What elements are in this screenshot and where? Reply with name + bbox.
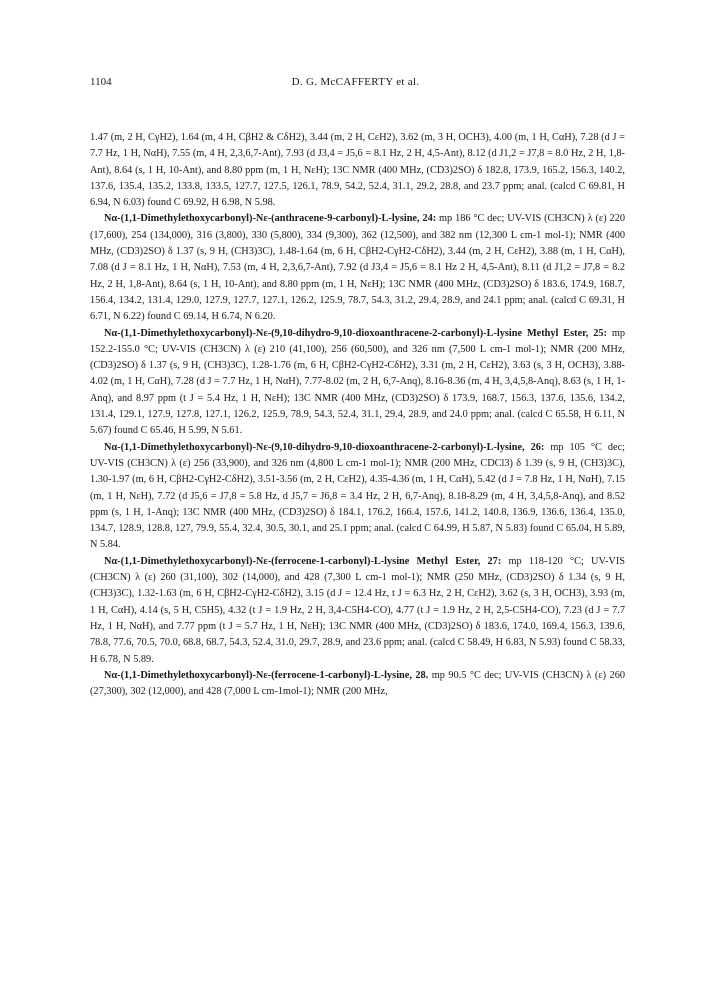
- compound-data: mp 105 °C dec; UV-VIS (CH3CN) λ (ε) 256 (33,900), and 326 nm (4,800 L cm-1 mol-1); NMR (200 MHz, CDCl3) δ 1.39 (s, 9 H, (CH3)3C), 1.30-1.97 (m, 6 H, CβH2-CγH2-CδH2), 3.51-3.56 (m, 2 H, CεH2), 4.35-4.36 (m, 1 H, CαH), 5.42 (d J = 7.8 Hz, 1 H, NαH), 7.15 (m, 1 H, NεH), 7.72 (d J5,6 = J7,8 = 5.8 Hz, d J5,7 = J6,8 = 3.4 Hz, 2 H, 6,7-Anq), 8.18-8.29 (m, 4 H, 3,4,5,8-Anq), and 8.52 ppm (s, 1 H, 1-Anq); 13C NMR (400 MHz, (CD3)2SO) δ 184.1, 176.2, 166.4, 157.6, 141.2, 140.8, 136.9, 136.6, 136.4, 135.0, 134.7, 128.9, 128.8, 127, 79.9, 55.4, 32.4, 30.5, 30.1, and 25.1 ppm; anal. (calcd C 64.99, H 5.87, N 5.83) found C 65.04, H 5.89, N 5.84.: [90, 441, 625, 551]
- compound-entry-26: [90, 440, 625, 554]
- compound-title: Nα-(1,1-Dimethylethoxycarbonyl)-Nε-(9,10-dihydro-9,10-dioxoanthracene-2-carbonyl)-L-lysine Methyl Ester, 25:: [104, 327, 607, 339]
- compound-title: Nα-(1,1-Dimethylethoxycarbonyl)-Nε-(anthracene-9-carbonyl)-L-lysine, 24:: [104, 213, 437, 225]
- compound-entry-24: [90, 211, 625, 325]
- compound-title: Nα-(1,1-Dimethylethoxycarbonyl)-Nε-(ferrocene-1-carbonyl)-L-lysine Methyl Ester, 27:: [104, 555, 502, 567]
- paragraph-continuation: [90, 130, 625, 211]
- compound-data: mp 186 °C dec; UV-VIS (CH3CN) λ (ε) 220 (17,600), 254 (134,000), 316 (3,800), 330 (5,800), 334 (9,300), 362 (12,500), and 382 nm (12,300 L cm-1 mol-1); NMR (400 MHz, (CD3)2SO) δ 1.37 (s, 9 H, (CH3)3C), 1.48-1.64 (m, 6 H, CβH2-CγH2-CδH2), 3.44 (m, 2 H, CεH2), 3.88 (m, 1 H, CαH), 7.08 (d J = 8.1 Hz, 1 H, NαH), 7.53 (m, 4 H, 2,3,6,7-Ant), 7.92 (d J3,4 = J5,6 = 8.1 Hz 2 H, 4,5-Ant), 8.11 (d J1,2 = J7,8 = 8.2 Hz, 2 H, 1,8-Ant), 8.64 (s, 1 H, 10-Ant), and 8.80 ppm (m, 1 H, NεH); 13C NMR (400 MHz, (CD3)2SO) δ 183.6, 174.9, 168.7, 156.4, 134.2, 131.4, 129.0, 127.9, 127.7, 127.1, 126.2, 125.9, 78.7, 54.3, 31.2, 29.4, 28.9, and 24.1 ppm; anal. (calcd C 69.31, H 6.71, N 6.22) found C 69.14, H 6.74, N 6.20.: [90, 213, 625, 323]
- body-text: [90, 130, 625, 700]
- running-head: D. G. McCAFFERTY et al.: [291, 76, 420, 88]
- paragraph-text: 1.47 (m, 2 H, CγH2), 1.64 (m, 4 H, CβH2 & CδH2), 3.44 (m, 2 H, CεH2), 3.62 (m, 3 H, OCH3), 4.00 (m, 1 H, CαH), 7.28 (d J = 7.7 Hz, 1 H, NαH), 7.55 (m, 4 H, 2,3,6,7-Ant), 7.93 (d J3,4 = J5,6 = 8.1 Hz, 2 H, 4,5-Ant), 8.12 (d J1,2 = J7,8 = 8.0 Hz, 2 H, 1,8-Ant), 8.64 (s, 1 H, 10-Ant), and 8.80 ppm (m, 1 H, NεH); 13C NMR (400 MHz, (CD3)2SO) δ 182.8, 173.9, 165.2, 156.3, 140.2, 137.6, 135.4, 135.2, 133.8, 133.5, 127.7, 127.5, 126.1, 78.9, 54.2, 52.4, 31.1, 29.2, 28.8, and 23.7 ppm; anal. (calcd C 69.81, H 6.94, N 6.03) found C 69.92, H 6.98, N 5.98.: [90, 132, 625, 209]
- compound-entry-25: [90, 326, 625, 440]
- compound-entry-27: [90, 554, 625, 668]
- page-number: 1104: [90, 76, 112, 88]
- compound-data: mp 90.5 °C dec; UV-VIS (CH3CN) λ (ε) 260 (27,300), 302 (12,000), and 428 (7,000 L cm-1mol-1); NMR (200 MHz,: [90, 669, 625, 698]
- compound-entry-28: [90, 668, 625, 701]
- page-header: [90, 76, 621, 94]
- compound-data: mp 152.2-155.0 °C; UV-VIS (CH3CN) λ (ε) 210 (41,100), 256 (60,500), and 326 nm (7,500 L cm-1 mol-1); NMR (200 MHz, (CD3)2SO) δ 1.37 (s, 9 H, (CH3)3C), 1.28-1.76 (m, 6 H, CβH2-CγH2-CδH2), 3.31 (m, 2 H, CεH2), 3.63 (s, 3 H, OCH3), 3.88-4.02 (m, 1 H, CαH), 7.28 (d J = 7.7 Hz, 1 H, NαH), 7.77-8.02 (m, 2 H, 6,7-Anq), 8.16-8.36 (m, 4 H, 3,4,5,8-Anq), 8.63 (s, 1 H, 1-Anq), and 8.97 ppm (t J = 5.4 Hz, 1 H, NεH); 13C NMR (400 MHz, (CD3)2SO) δ 173.9, 168.7, 156.3, 137.6, 135.6, 134.2, 131.4, 129.1, 127.9, 127.8, 127.1, 126.2, 125.9, 78.9, 54.3, 52.4, 31.1, 29.4, 28.9, and 24.0 ppm; anal. (calcd C 65.58, H 6.11, N 5.67) found C 65.46, H 5.99, N 5.61.: [90, 327, 625, 437]
- compound-data: mp 118-120 °C; UV-VIS (CH3CN) λ (ε) 260 (31,100), 302 (14,000), and 428 (7,300 L cm-1 mol-1); NMR (250 MHz, (CD3)2SO) δ 1.34 (s, 9 H, (CH3)3C), 1.32-1.63 (m, 6 H, CβH2-CγH2-CδH2), 3.15 (d J = 12.4 Hz, t J = 6.3 Hz, 2 H, CεH2), 3.62 (s, 3 H, OCH3), 3.93 (m, 1 H, CαH), 4.14 (s, 5 H, C5H5), 4.32 (t J = 1.9 Hz, 2 H, 3,4-C5H4-CO), 4.77 (t J = 1.9 Hz, 2 H, 2,5-C5H4-CO), 7.23 (d J = 7.7 Hz, 1 H, NαH), and 7.77 ppm (t J = 5.7 Hz, 1 H, NεH); 13C NMR (400 MHz, (CD3)2SO) δ 183.6, 174.0, 169.4, 156.3, 139.6, 78.8, 77.6, 70.5, 70.0, 68.8, 68.7, 54.3, 52.4, 31.0, 29.7, 28.9, and 23.6 ppm; anal. (calcd C 58.49, H 6.83, N 5.93) found C 58.33, H 6.78, N 5.89.: [90, 555, 625, 665]
- compound-title: Nα-(1,1-Dimethylethoxycarbonyl)-Nε-(ferrocene-1-carbonyl)-L-lysine, 28.: [104, 669, 429, 681]
- compound-title: Nα-(1,1-Dimethylethoxycarbonyl)-Nε-(9,10-dihydro-9,10-dioxoanthracene-2-carbonyl)-L-lysine, 26:: [104, 441, 545, 453]
